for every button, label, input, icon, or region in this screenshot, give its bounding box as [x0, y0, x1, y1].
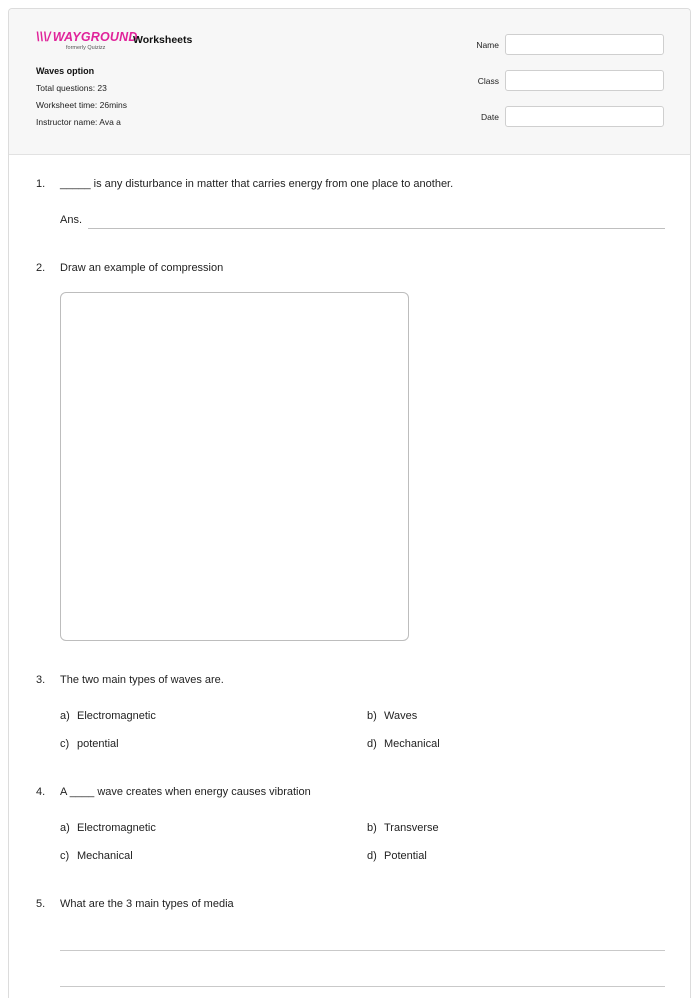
student-info-fields — [449, 34, 665, 142]
logo-subtext: formerly Quizizz — [66, 45, 106, 51]
question-number: 4. — [36, 786, 46, 798]
question-number: 5. — [36, 898, 46, 910]
option-b[interactable] — [367, 822, 439, 834]
answer-line[interactable] — [60, 986, 665, 987]
option-b[interactable] — [367, 710, 417, 722]
option-c[interactable] — [60, 850, 133, 862]
question-text: The two main types of waves are. — [60, 674, 224, 686]
class-row — [449, 70, 665, 92]
option-text: Mechanical — [384, 738, 440, 750]
worksheet-time: Worksheet time: 26mins — [36, 100, 128, 110]
class-label: Class — [477, 76, 499, 86]
answer-row — [60, 211, 665, 231]
option-letter: d) — [367, 850, 377, 862]
logo-mark-icon: \\\/ — [36, 30, 51, 44]
option-letter: b) — [367, 710, 377, 722]
brand-title: Worksheets — [133, 34, 193, 46]
option-text: Transverse — [384, 822, 439, 834]
option-c[interactable] — [60, 738, 119, 750]
option-text: Potential — [384, 850, 427, 862]
name-row — [449, 34, 665, 56]
option-letter: b) — [367, 822, 377, 834]
worksheet-meta — [36, 66, 127, 134]
option-text: Waves — [384, 710, 418, 722]
question-text: What are the 3 main types of media — [60, 898, 234, 910]
question-number: 3. — [36, 674, 46, 686]
option-letter: c) — [60, 850, 70, 862]
option-text: Electromagnetic — [77, 710, 156, 722]
option-d[interactable] — [367, 850, 427, 862]
question-text: A ____ wave creates when energy causes vibration — [60, 786, 311, 798]
option-a[interactable] — [60, 822, 156, 834]
answer-line[interactable] — [60, 950, 665, 951]
instructor-name: Instructor name: Ava a — [36, 117, 121, 127]
option-a[interactable] — [60, 710, 156, 722]
worksheet-page — [8, 8, 691, 998]
question-number: 2. — [36, 262, 46, 274]
name-label: Name — [476, 40, 499, 50]
option-text: Electromagnetic — [77, 822, 156, 834]
option-letter: a) — [60, 822, 70, 834]
question-text: Draw an example of compression — [60, 262, 224, 274]
option-d[interactable] — [367, 738, 440, 750]
option-text: Mechanical — [77, 850, 133, 862]
class-field[interactable] — [505, 70, 664, 91]
date-row — [449, 106, 665, 128]
drawing-area[interactable] — [60, 292, 409, 641]
date-label: Date — [481, 112, 499, 122]
wayground-logo — [36, 30, 138, 44]
option-letter: c) — [60, 738, 70, 750]
option-letter: d) — [367, 738, 377, 750]
option-text: potential — [77, 738, 119, 750]
worksheet-header — [9, 9, 690, 155]
answer-label: Ans. — [60, 214, 83, 226]
question-text: _____ is any disturbance in matter that carries energy from one place to another. — [60, 178, 454, 190]
total-questions: Total questions: 23 — [36, 83, 107, 93]
logo-text: WAYGROUND — [52, 30, 138, 44]
worksheet-title: Waves option — [36, 66, 95, 76]
question-number: 1. — [36, 178, 46, 190]
answer-line[interactable] — [88, 228, 665, 229]
option-letter: a) — [60, 710, 70, 722]
date-field[interactable] — [505, 106, 664, 127]
name-field[interactable] — [505, 34, 664, 55]
